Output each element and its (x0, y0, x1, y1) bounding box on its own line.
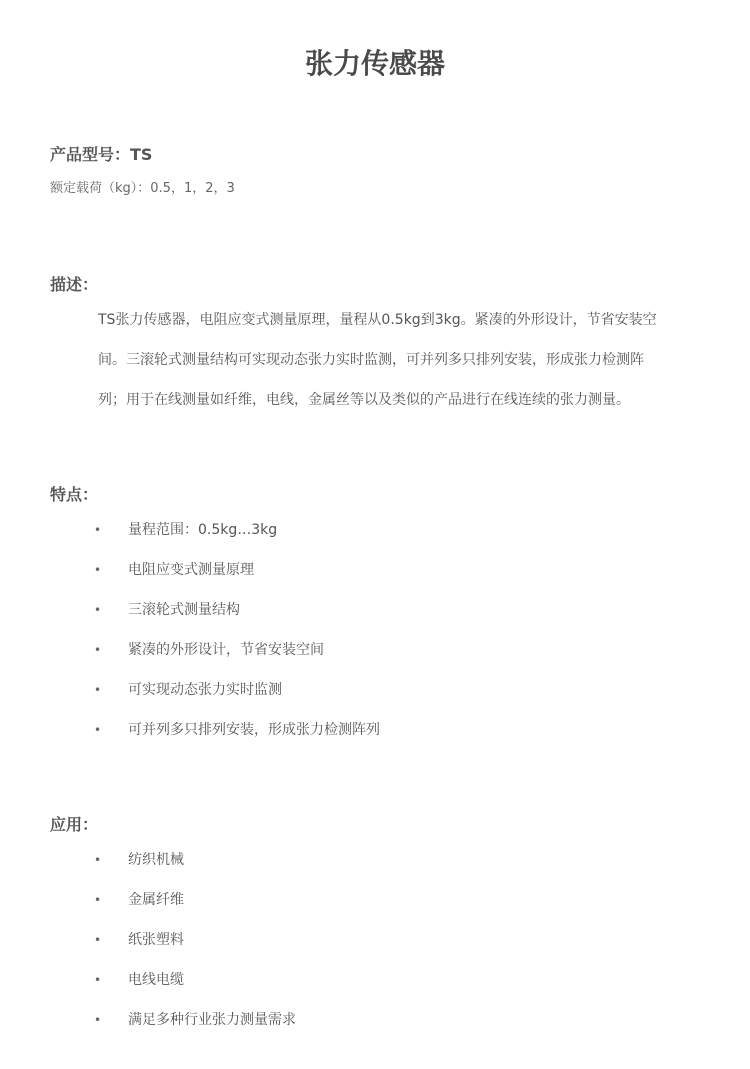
bullet-icon: • (94, 973, 102, 987)
bullet-icon: • (94, 603, 102, 617)
list-item (0, 640, 750, 680)
list-item (0, 520, 750, 560)
bullet-icon: • (94, 1013, 102, 1027)
bullet-icon: • (94, 563, 102, 577)
feature-text: 电阻应变式测量原理 (128, 562, 254, 578)
application-text: 电线电缆 (128, 972, 184, 988)
feature-text: 量程范围：0.5kg…3kg (128, 522, 278, 538)
applications-list (0, 850, 750, 1050)
list-item (0, 560, 750, 600)
features-heading: 特点： (50, 485, 99, 504)
application-text: 金属纤维 (128, 892, 184, 908)
list-item (0, 720, 750, 760)
description-paragraph: TS张力传感器，电阻应变式测量原理，量程从0.5kg到3kg。紧凑的外形设计，节省安装空间。三滚轮式测量结构可实现动态张力实时监测，可并列多只排列安装，形成张力检测阵列；用于在线测量如纤维，电线，金属丝等以及类似的产品进行在线连续的张力测量。 (98, 312, 657, 408)
applications-heading: 应用： (50, 815, 99, 834)
list-item (0, 1010, 750, 1050)
page-title: 张力传感器 (304, 47, 445, 80)
feature-text: 紧凑的外形设计，节省安装空间 (128, 642, 324, 658)
bullet-icon: • (94, 853, 102, 867)
bullet-icon: • (94, 893, 102, 907)
list-item (0, 890, 750, 930)
bullet-icon: • (94, 523, 102, 537)
bullet-icon: • (94, 933, 102, 947)
bullet-icon: • (94, 723, 102, 737)
bullet-icon: • (94, 683, 102, 697)
feature-text: 可实现动态张力实时监测 (128, 682, 282, 698)
bullet-icon: • (94, 643, 102, 657)
list-item (0, 970, 750, 1010)
description-heading: 描述： (50, 275, 99, 294)
list-item (0, 850, 750, 890)
rated-load: 额定载荷（kg）：0.5，1，2，3 (50, 181, 235, 196)
list-item (0, 680, 750, 720)
list-item (0, 600, 750, 640)
application-text: 纺织机械 (128, 852, 184, 868)
application-text: 纸张塑料 (128, 932, 184, 948)
list-item (0, 930, 750, 970)
feature-text: 可并列多只排列安装，形成张力检测阵列 (128, 722, 380, 738)
model-number: 产品型号：TS (50, 145, 153, 164)
features-list (0, 520, 750, 760)
feature-text: 三滚轮式测量结构 (128, 602, 240, 618)
application-text: 满足多种行业张力测量需求 (128, 1012, 296, 1028)
